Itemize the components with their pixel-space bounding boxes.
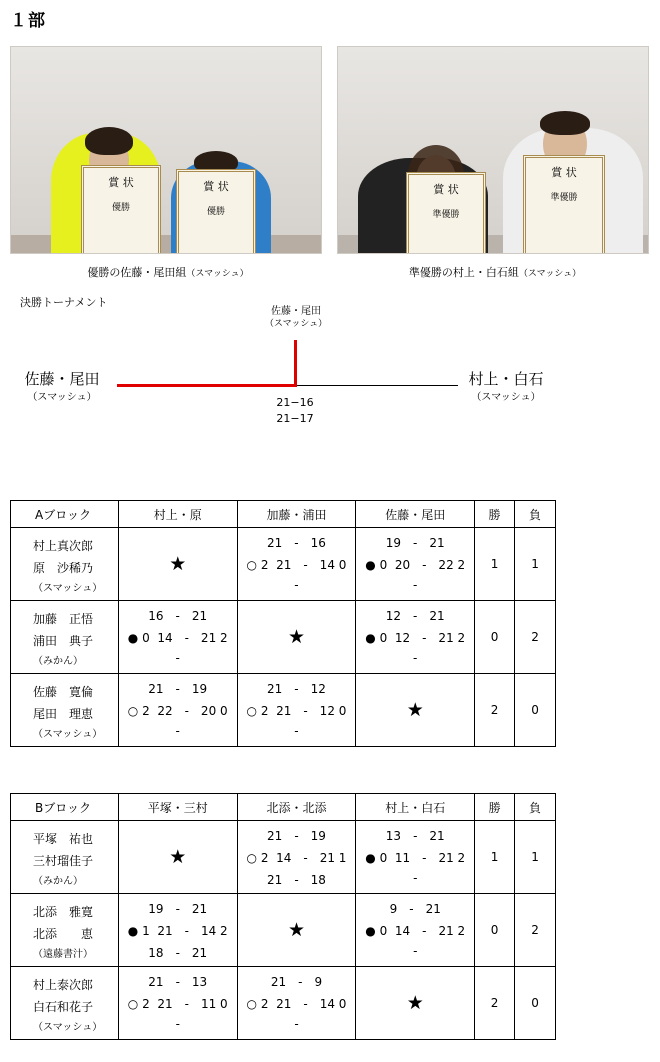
losses: 1 <box>515 528 556 601</box>
col-header-wins: 勝 <box>475 794 515 821</box>
runner-up-caption: 準優勝の村上・白石組（スマッシュ） <box>408 266 582 279</box>
col-header-losses: 負 <box>515 501 556 528</box>
wins: 1 <box>475 821 515 894</box>
match-result: 19 - 21 ● 0 20 - 22 2 - <box>365 536 466 592</box>
table-row: 佐藤 寛倫 尾田 理恵 （スマッシュ） 21 - 19 ○ 2 22 - 20 0 - 21 - 12 ○ 2 21 - 12 0 - ★ 2 0 <box>11 674 556 747</box>
col-header-wins: 勝 <box>475 501 515 528</box>
losses: 2 <box>515 601 556 674</box>
bracket-left-win-line <box>117 384 297 387</box>
col-header: 加藤・浦田 <box>237 501 356 528</box>
table-row: 村上泰次郎 白石和花子 （スマッシュ） 21 - 13 ○ 2 21 - 11 0 - 21 - 9 ○ 2 21 - 14 0 - ★ 2 0 <box>11 967 556 1040</box>
page-title: １部 <box>10 11 46 31</box>
table-row: 平塚 祐也 三村瑠佳子 （みかん） ★ 21 - 19 ○ 2 14 - 21 1 21 - 18 13 - 21 ● 0 11 - 21 2 - 1 1 <box>11 821 556 894</box>
col-header: 村上・白石 <box>356 794 475 821</box>
self-match-star: ★ <box>118 528 237 601</box>
wins: 2 <box>475 674 515 747</box>
wins: 0 <box>475 601 515 674</box>
match-result: 16 - 21 ● 0 14 - 21 2 - <box>127 609 228 665</box>
self-match-star: ★ <box>237 601 356 674</box>
winner-photo: 賞 状 優勝 賞 状 優勝 <box>10 46 322 254</box>
table-row: 北添 雅寛 北添 恵 （遠藤書汁） 19 - 21 ● 1 21 - 14 2 18 - 21 ★ 9 - 21 ● 0 14 - 21 2 - 0 2 <box>11 894 556 967</box>
wins: 1 <box>475 528 515 601</box>
match-result: 21 - 9 ○ 2 21 - 14 0 - <box>246 975 347 1031</box>
col-header-losses: 負 <box>515 794 556 821</box>
winner-caption: 優勝の佐藤・尾田組（スマッシュ） <box>87 266 249 279</box>
table-row: 村上真次郎 原 沙稀乃 （スマッシュ） ★ 21 - 16 ○ 2 21 - 14 0 - 19 - 21 ● 0 20 - 22 2 - 1 1 <box>11 528 556 601</box>
block-a-table <box>10 500 556 747</box>
match-result: 19 - 21 ● 1 21 - 14 2 18 - 21 <box>127 902 228 960</box>
self-match-star: ★ <box>356 674 475 747</box>
losses: 1 <box>515 821 556 894</box>
final-left-name: 佐藤・尾田 <box>24 370 100 388</box>
final-winner-name: 佐藤・尾田 <box>271 306 321 317</box>
self-match-star: ★ <box>237 894 356 967</box>
final-tournament-label: 決勝トーナメント <box>20 296 108 309</box>
final-right-name: 村上・白石 <box>468 370 544 388</box>
wins: 0 <box>475 894 515 967</box>
losses: 2 <box>515 894 556 967</box>
match-result: 9 - 21 ● 0 14 - 21 2 - <box>365 902 466 958</box>
losses: 0 <box>515 967 556 1040</box>
match-result: 21 - 12 ○ 2 21 - 12 0 - <box>246 682 347 738</box>
wins: 2 <box>475 967 515 1040</box>
block-b-header: Bブロック <box>11 794 119 821</box>
col-header: 村上・原 <box>118 501 237 528</box>
self-match-star: ★ <box>118 821 237 894</box>
col-header: 北添・北添 <box>237 794 356 821</box>
match-result: 21 - 19 ○ 2 22 - 20 0 - <box>127 682 228 738</box>
match-result: 12 - 21 ● 0 12 - 21 2 - <box>365 609 466 665</box>
final-left-team: （スマッシュ） <box>27 392 97 403</box>
bracket-vertical-win <box>294 340 297 387</box>
losses: 0 <box>515 674 556 747</box>
final-score-1: 21−16 <box>276 396 314 409</box>
col-header: 平塚・三村 <box>118 794 237 821</box>
final-right-team: （スマッシュ） <box>471 392 541 403</box>
block-a-header: Aブロック <box>11 501 119 528</box>
runner-up-photo: 賞 状 準優勝 賞 状 準優勝 <box>337 46 649 254</box>
col-header: 佐藤・尾田 <box>356 501 475 528</box>
match-result: 21 - 19 ○ 2 14 - 21 1 21 - 18 <box>246 829 347 887</box>
self-match-star: ★ <box>356 967 475 1040</box>
bracket-right-line <box>297 385 458 386</box>
final-score-2: 21−17 <box>276 412 314 425</box>
final-winner-team: （スマッシュ） <box>264 319 328 329</box>
match-result: 21 - 16 ○ 2 21 - 14 0 - <box>246 536 347 592</box>
match-result: 13 - 21 ● 0 11 - 21 2 - <box>365 829 466 885</box>
block-b-table <box>10 793 556 1040</box>
match-result: 21 - 13 ○ 2 21 - 11 0 - <box>127 975 228 1031</box>
table-row: 加藤 正悟 浦田 典子 （みかん） 16 - 21 ● 0 14 - 21 2 - ★ 12 - 21 ● 0 12 - 21 2 - 0 2 <box>11 601 556 674</box>
